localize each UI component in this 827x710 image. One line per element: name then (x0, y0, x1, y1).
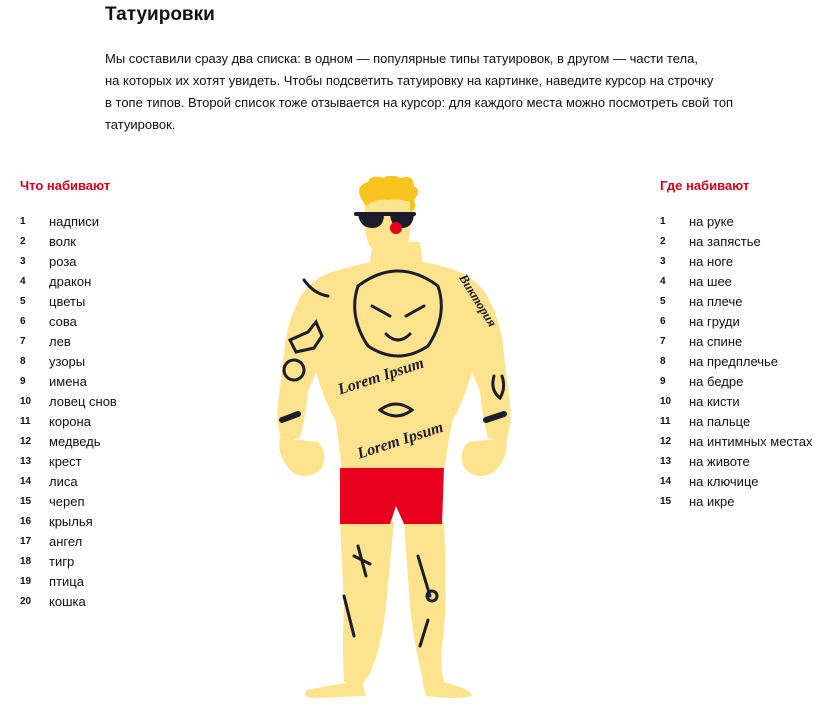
list-item[interactable] (20, 592, 150, 612)
intro-line: татуировок. (105, 117, 176, 132)
rank-number: 3 (20, 256, 26, 267)
body-places-list (660, 212, 825, 512)
list-item[interactable] (20, 552, 150, 572)
item-label: кошка (49, 594, 86, 609)
rank-number: 14 (20, 476, 32, 487)
list-item[interactable] (20, 472, 150, 492)
list-item[interactable] (660, 312, 825, 332)
tattoo-lettering: Викторuя (456, 271, 501, 330)
rank-number: 12 (20, 436, 32, 447)
tattoo-types-list (20, 212, 150, 612)
intro-line: на которых их хотят увидеть. Чтобы подсветить татуировку на картинке, наведите курсор на строчку (105, 73, 714, 88)
list-item[interactable] (20, 412, 150, 432)
item-label: на спине (689, 334, 743, 349)
item-label: дракон (49, 274, 92, 289)
rank-number: 8 (20, 356, 26, 367)
rank-number: 10 (20, 396, 32, 407)
item-label: на запястье (689, 234, 761, 249)
list-item[interactable] (660, 352, 825, 372)
rank-number: 14 (660, 476, 672, 487)
item-label: череп (49, 494, 85, 509)
rank-number: 2 (20, 236, 26, 247)
rank-number: 1 (20, 216, 26, 227)
item-label: на животе (689, 454, 750, 469)
list-item[interactable] (20, 332, 150, 352)
item-label: на интимных местах (689, 434, 813, 449)
rank-number: 16 (20, 516, 32, 527)
list-item[interactable] (660, 272, 825, 292)
item-label: на руке (689, 214, 734, 229)
list-item[interactable] (20, 292, 150, 312)
rank-number: 11 (660, 416, 671, 427)
item-label: сова (49, 314, 77, 329)
item-label: надписи (49, 214, 100, 229)
list-item[interactable] (20, 252, 150, 272)
item-label: имена (49, 374, 87, 389)
rank-number: 20 (20, 596, 32, 607)
rank-number: 13 (20, 456, 32, 467)
tattoo-lettering: Lorem Ipsum (355, 418, 446, 463)
rank-number: 19 (20, 576, 32, 587)
rank-number: 6 (660, 316, 666, 327)
list-item[interactable] (660, 372, 825, 392)
item-label: волк (49, 234, 76, 249)
list-item[interactable] (660, 452, 825, 472)
item-label: цветы (49, 294, 86, 309)
rank-number: 7 (20, 336, 26, 347)
list-item[interactable] (20, 352, 150, 372)
list-item[interactable] (660, 332, 825, 352)
list-item[interactable] (20, 372, 150, 392)
rank-number: 12 (660, 436, 672, 447)
item-label: на пальце (689, 414, 751, 429)
item-label: роза (49, 254, 77, 269)
cheek (390, 222, 402, 234)
tattoo-lettering: Lorem Ipsum (335, 354, 427, 399)
rank-number: 9 (660, 376, 666, 387)
rank-number: 1 (660, 216, 666, 227)
rank-number: 9 (20, 376, 26, 387)
item-label: ловец снов (49, 394, 117, 409)
list-item[interactable] (660, 232, 825, 252)
right-fist (462, 438, 507, 476)
rank-number: 8 (660, 356, 666, 367)
rank-number: 4 (660, 276, 666, 287)
item-label: на бедре (689, 374, 744, 389)
list-item[interactable] (20, 512, 150, 532)
tattooed-man-illustration (258, 176, 548, 702)
list-item[interactable] (660, 432, 825, 452)
rank-number: 3 (660, 256, 666, 267)
item-label: узоры (49, 354, 86, 369)
item-label: лев (49, 334, 71, 349)
item-label: на плече (689, 294, 743, 309)
rank-number: 15 (20, 496, 32, 507)
right-foot (422, 680, 472, 698)
rank-number: 6 (20, 316, 26, 327)
item-label: на ключице (689, 474, 759, 489)
item-label: крылья (49, 514, 93, 529)
list-item[interactable] (20, 492, 150, 512)
list-item[interactable] (20, 212, 150, 232)
left-foot (305, 680, 366, 698)
item-label: на груди (689, 314, 740, 329)
left-fist (279, 438, 324, 476)
list-item[interactable] (660, 412, 825, 432)
item-label: крест (49, 454, 82, 469)
rank-number: 15 (660, 496, 672, 507)
intro-line: Мы составили сразу два списка: в одном — популярные типы татуировок, в другом — части тела, (105, 51, 698, 66)
list-item[interactable] (660, 472, 825, 492)
list-item[interactable] (660, 492, 825, 512)
rank-number: 10 (660, 396, 672, 407)
left-leg (340, 522, 394, 684)
shorts (340, 468, 444, 524)
item-label: на ноге (689, 254, 734, 269)
list-item[interactable] (20, 272, 150, 292)
rank-number: 7 (660, 336, 666, 347)
list-item[interactable] (20, 452, 150, 472)
item-label: на икре (689, 494, 735, 509)
item-label: корона (49, 414, 91, 429)
list-item[interactable] (20, 532, 150, 552)
rank-number: 17 (20, 536, 32, 547)
item-label: на предплечье (689, 354, 779, 369)
rank-number: 5 (660, 296, 666, 307)
rank-number: 11 (20, 416, 31, 427)
item-label: на шее (689, 274, 732, 289)
list-item[interactable] (660, 212, 825, 232)
list-item[interactable] (20, 572, 150, 592)
list-item[interactable] (660, 292, 825, 312)
rank-number: 2 (660, 236, 666, 247)
list-item[interactable] (20, 432, 150, 452)
item-label: медведь (49, 434, 101, 449)
intro-text (105, 48, 734, 136)
rank-number: 4 (20, 276, 26, 287)
rank-number: 18 (20, 556, 32, 567)
item-label: лиса (49, 474, 78, 489)
intro-line: в топе типов. Второй список тоже отзывается на курсор: для каждого места можно посмотреть свой топ (105, 95, 734, 110)
body-places-heading: Где набивают (660, 178, 750, 193)
item-label: тигр (49, 554, 75, 569)
rank-number: 5 (20, 296, 26, 307)
list-item[interactable] (20, 312, 150, 332)
page-title: Татуировки (105, 4, 215, 25)
list-item[interactable] (660, 252, 825, 272)
list-item[interactable] (20, 392, 150, 412)
right-leg (404, 522, 446, 684)
item-label: птица (49, 574, 84, 589)
item-label: на кисти (689, 394, 740, 409)
list-item[interactable] (20, 232, 150, 252)
rank-number: 13 (660, 456, 672, 467)
tattoo-types-heading: Что набивают (20, 178, 111, 193)
list-item[interactable] (660, 392, 825, 412)
item-label: ангел (49, 534, 83, 549)
